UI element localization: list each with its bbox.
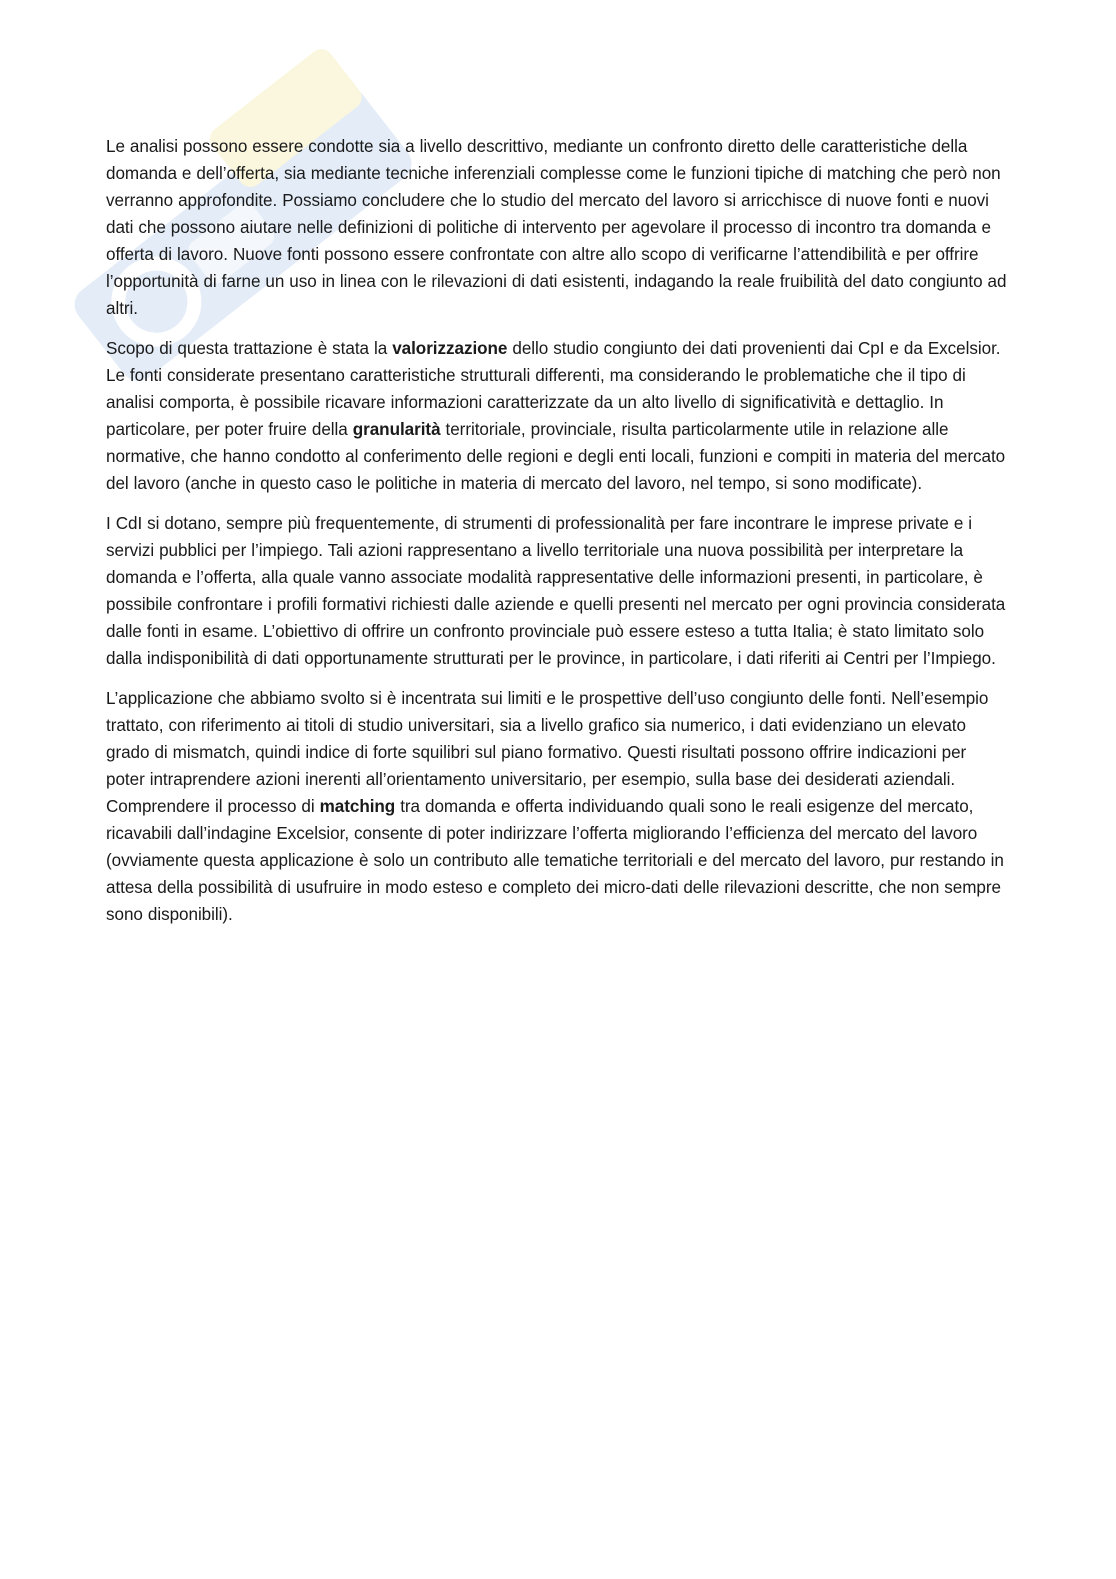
paragraph-3-text: I CdI si dotano, sempre più frequentemente, di strumenti di professionalità per fare incontrare le imprese private e i servizi pubblici per l’impiego. Tali azioni rappresentano a livello territoriale una nuova possibilità per interpretare la domanda e l’offerta, alla quale vanno associate modalità rappresentative delle informazioni presenti, in particolare, è possibile confrontare i profili formativi richiesti dalle aziende e quelli presenti nel mercato per ogni provincia considerata dalle fonti in esame. L’obiettivo di offrire un confronto provinciale può essere esteso a tutta Italia; è stato limitato solo dalla indisponibilità di dati opportunamente strutturati per le province, in particolare, i dati riferiti ai Centri per l’Impiego. — [106, 514, 1006, 668]
paragraph-1 — [106, 133, 1008, 322]
paragraph-3 — [106, 510, 1008, 672]
paragraph-2 — [106, 335, 1008, 497]
paragraph-2-text-a: Scopo di questa trattazione è stata la — [106, 339, 393, 358]
paragraph-4-text-b: tra domanda e offerta individuando quali sono le reali esigenze del mercato, ricavabili dall’indagine Excelsior, consente di poter indirizzare l’offerta migliorando l’efficienza del mercato del lavoro (ovviamente questa applicazione è solo un contributo alle tematiche territoriali e del mercato del lavoro, pur restando in attesa della possibilità di usufruire in modo esteso e completo dei micro-dati delle rilevazioni descritte, che non sempre sono disponibili). — [106, 797, 1004, 924]
paragraph-2-text-c: territoriale, provinciale, risulta particolarmente utile in relazione alle normative, che hanno condotto al conferimento delle regioni e degli enti locali, funzioni e compiti in materia del mercato del lavoro (anche in questo caso le politiche in materia di mercato del lavoro, nel tempo, si sono modificate). — [106, 420, 1006, 493]
emphasis-granularita: granularità — [352, 420, 441, 439]
document-body — [106, 133, 1008, 941]
paragraph-2-text-b: dello studio congiunto dei dati provenienti dai CpI e da Excelsior. Le fonti considerate presentano caratteristiche strutturali differenti, ma considerando le problematiche che il tipo di analisi comporta, è possibile ricavare informazioni caratterizzate da un alto livello di significatività e dettaglio. In particolare, per poter fruire della — [106, 339, 1001, 439]
paragraph-1-text: Le analisi possono essere condotte sia a livello descrittivo, mediante un confronto diretto delle caratteristiche della domanda e dell’offerta, sia mediante tecniche inferenziali complesse come le funzioni tipiche di matching che però non verranno approfondite. Possiamo concludere che lo studio del mercato del lavoro si arricchisce di nuove fonti e nuovi dati che possono aiutare nelle definizioni di politiche di intervento per agevolare il processo di incontro tra domanda e offerta di lavoro. Nuove fonti possono essere confrontate con altre allo scopo di verificarne l’attendibilità e per offrire l’opportunità di farne un uso in linea con le rilevazioni di dati esistenti, indagando la reale fruibilità del dato congiunto ad altri. — [106, 137, 1007, 318]
emphasis-valorizzazione: valorizzazione — [392, 339, 508, 358]
paragraph-4-text-a: L’applicazione che abbiamo svolto si è incentrata sui limiti e le prospettive dell’uso congiunto delle fonti. Nell’esempio trattato, con riferimento ai titoli di studio universitari, sia a livello grafico sia numerico, i dati evidenziano un elevato grado di mismatch, quindi indice di forte squilibri sul piano formativo. Questi risultati possono offrire indicazioni per poter intraprendere azioni inerenti all’orientamento universitario, per esempio, sulla base dei desiderati aziendali. Comprendere il processo di — [106, 689, 989, 816]
emphasis-matching: matching — [319, 797, 396, 816]
paragraph-4 — [106, 685, 1008, 928]
